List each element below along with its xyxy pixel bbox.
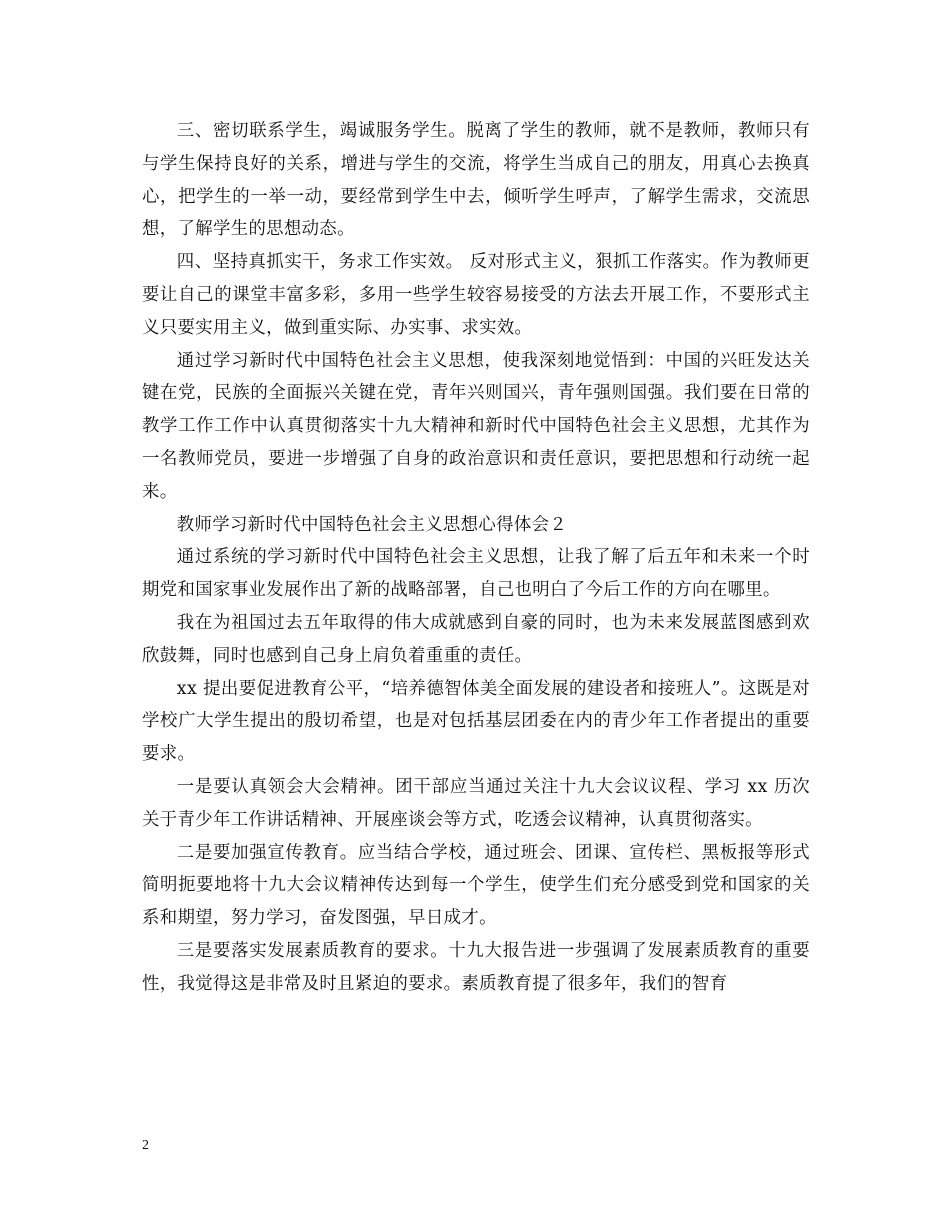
paragraph-3: 通过学习新时代中国特色社会主义思想，使我深刻地觉悟到：中国的兴旺发达关键在党，民族的全面振兴关键在党，青年兴则国兴，青年强则国强。我们要在日常的教学工作工作中认真贯彻落实十九大精神和新时代中国特色社会主义思想，尤其作为一名教师党员，要进一步增强了自身的政治意识和责任意识，要把思想和行动统一起来。 (142, 350, 810, 502)
page-number: 2 (142, 1138, 149, 1153)
paragraph-7: 一是要认真领会大会精神。团干部应当通过关注十九大会议议程、学习 xx 历次关于青少年工作讲话精神、开展座谈会等方式，吃透会议精神，认真贯彻落实。 (142, 776, 810, 830)
paragraph-6: xx 提出要促进教育公平，“培养德智体美全面发展的建设者和接班人”。这既是对学校广大学生提出的殷切希望，也是对包括基层团委在内的青少年工作者提出的重要要求。 (142, 678, 810, 765)
document-body (142, 115, 810, 1001)
paragraph-8: 二是要加强宣传教育。应当结合学校，通过班会、团课、宣传栏、黑板报等形式简明扼要地将十九大会议精神传达到每一个学生，使学生们充分感受到党和国家的关系和期望，努力学习，奋发图强，早日成才。 (142, 842, 810, 929)
paragraph-1: 三、密切联系学生，竭诚服务学生。脱离了学生的教师，就不是教师，教师只有与学生保持良好的关系，增进与学生的交流，将学生当成自己的朋友，用真心去换真心，把学生的一举一动，要经常到学生中去，倾听学生呼声，了解学生需求，交流思想，了解学生的思想动态。 (142, 121, 810, 240)
paragraph-9: 三是要落实发展素质教育的要求。十九大报告进一步强调了发展素质教育的重要性，我觉得这是非常及时且紧迫的要求。素质教育提了很多年，我们的智育 (142, 940, 810, 994)
paragraph-4: 通过系统的学习新时代中国特色社会主义思想，让我了解了后五年和未来一个时期党和国家事业发展作出了新的战略部署，自己也明白了今后工作的方向在哪里。 (142, 547, 810, 601)
paragraph-2: 四、坚持真抓实干，务求工作实效。 反对形式主义，狠抓工作落实。作为教师更要让自己的课堂丰富多彩，多用一些学生较容易接受的方法去开展工作，不要形式主义只要实用主义，做到重实际、办实事、求实效。 (142, 252, 810, 338)
section-heading: 教师学习新时代中国特色社会主义思想心得体会２ (176, 514, 568, 535)
paragraph-5: 我在为祖国过去五年取得的伟大成就感到自豪的同时，也为未来发展蓝图感到欢欣鼓舞，同时也感到自己身上肩负着重重的责任。 (142, 612, 810, 666)
